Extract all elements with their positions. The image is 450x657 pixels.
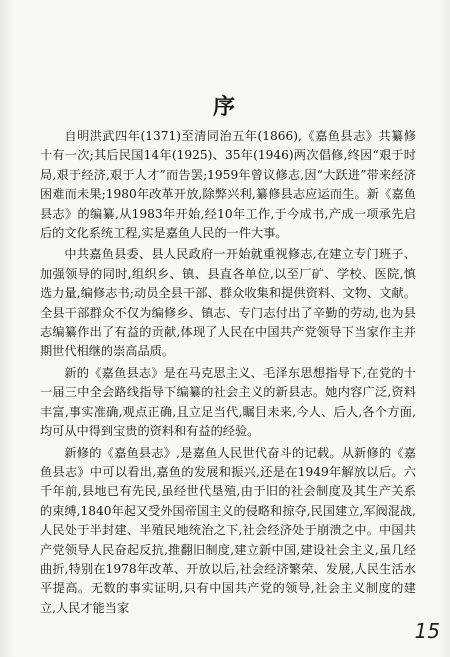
- page-title: 序: [212, 94, 237, 120]
- paragraph: 中共嘉鱼县委、县人民政府一开始就重视修志,在建立专门班子、加强领导的同时,组织乡、镇、县直各单位,以至厂矿、学校、医院,慎选力量,编修志书;动员全县干部、群众收集和提供资料、文物、文献。全县干部群众不仅为编修乡、镇志、专门志付出了辛勤的劳动,也为县志编纂作出了有益的贡献,体现了人民在中国共产党领导下当家作主并期世代相继的崇高品质。: [40, 247, 416, 359]
- page-number: 15: [414, 619, 440, 643]
- preface-body: [40, 127, 416, 618]
- paragraph: 新的《嘉鱼县志》是在马克思主义、毛泽东思想指导下,在党的十一届三中全会路线指导下编纂的社会主义的新县志。她内容广泛,资料丰富,事实准确,观点正确,且立足当代,瞩目未来,今人、后人,各个方面,均可从中得到宝贵的资料和有益的经验。: [40, 365, 416, 439]
- paragraph: 自明洪武四年(1371)至清同治五年(1866),《嘉鱼县志》共纂修十有一次;其后民国14年(1925)、35年(1946)两次倡修,终因“艰于时局,艰于经济,艰于人才”而告罢;1959年曾议修志,因“大跃进”带来经济困难而未果;1980年改革开放,除弊兴利,纂修县志应运而生。新《嘉鱼县志》的编纂,从1983年开始,经10年工作,于今成书,产成一项承先启后的文化系统工程,实是嘉鱼人民的一件大事。: [40, 129, 416, 241]
- paragraph: 新修的《嘉鱼县志》,是嘉鱼人民世代奋斗的记载。从新修的《嘉鱼县志》中可以看出,嘉鱼的发展和振兴,还是在1949年解放以后。六千年前,县地已有先民,虽经世代垦殖,由于旧的社会制度及其生产关系的束缚,1840年起又受外国帝国主义的侵略和掠夺,民国建立,军阀混战,人民处于半封建、半殖民地统治之下,社会经济处于崩溃之中。中国共产党领导人民奋起反抗,推翻旧制度,建立新中国,建设社会主义,虽几经曲折,特别在1978年改革、开放以后,社会经济繁荣、发展,人民生活水平提高。无数的事实证明,只有中国共产党的领导,社会主义制度的建立,人民才能当家: [40, 445, 416, 615]
